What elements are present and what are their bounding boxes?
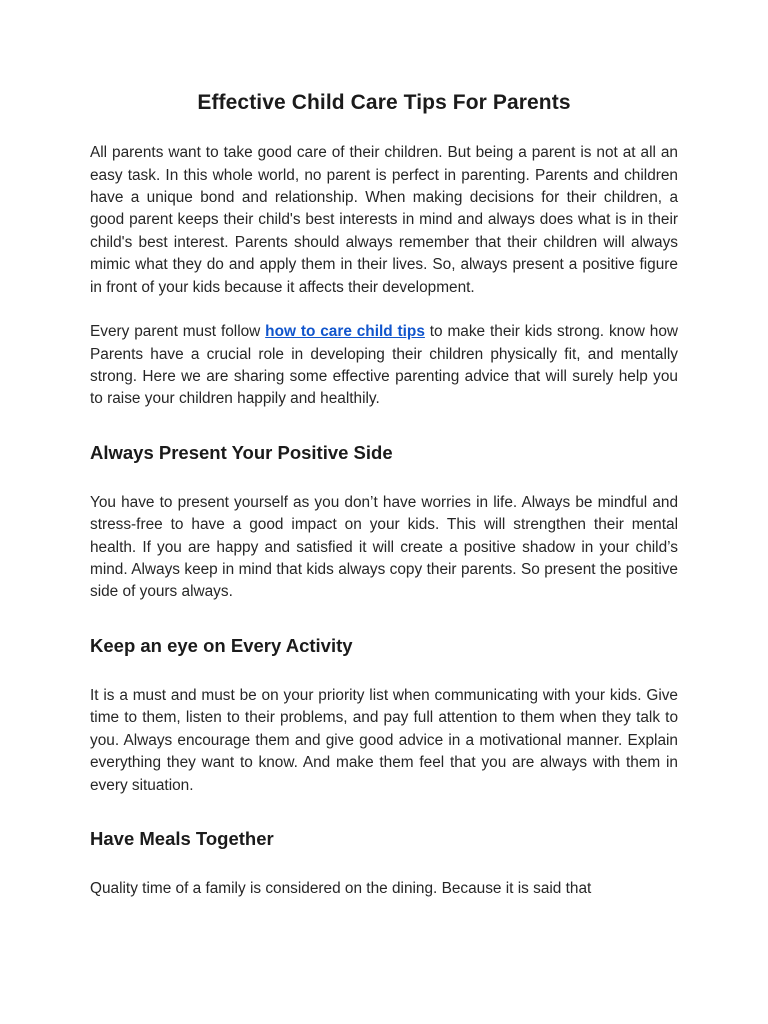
intro-paragraph-2 xyxy=(90,321,678,411)
section-body-meals-together: Quality time of a family is considered on the dining. Because it is said that xyxy=(90,880,592,898)
document-content xyxy=(90,90,678,901)
section-heading-meals-together: Have Meals Together xyxy=(90,828,274,850)
intro-paragraph-1: All parents want to take good care of their children. But being a parent is not at all an easy task. In this whole world, no parent is perfect in parenting. Parents and children have a unique bond and relationship. When making decisions for their children, a good parent keeps their child's best interests in mind and always does what is in their child's best interest. Parents should always remember that their children will always mimic what they do and apply them in their lives. So, always present a positive figure in front of your kids because it affects their development. xyxy=(90,144,678,296)
section-body-positive-side: You have to present yourself as you don’t have worries in life. Always be mindful and stress-free to have a good impact on your kids. This will strengthen their mental health. If you are happy and satisfied it will create a positive shadow in your child’s mind. Always keep in mind that kids always copy their parents. So present the positive side of yours always. xyxy=(90,493,678,601)
section-heading-positive-side: Always Present Your Positive Side xyxy=(90,441,393,463)
intro-paragraph-2-rest: to make their kids strong. know how Parents have a crucial role in developing their children physically fit, and mentally strong. Here we are sharing some effective parenting advice that will surely help you to raise your children happily and healthily. xyxy=(90,323,678,408)
section-heading-every-activity: Keep an eye on Every Activity xyxy=(90,634,353,656)
section-body-every-activity: It is a must and must be on your priority list when communicating with your kids. Give time to them, listen to their problems, and pay full attention to them when they talk to you. Always encourage them and give good advice in a motivational manner. Explain everything they want to know. And make them feel that you are always with them in every situation. xyxy=(90,687,678,794)
intro-paragraph-2-lead: Every parent must follow xyxy=(90,323,266,341)
care-tips-link[interactable]: how to care child tips xyxy=(265,323,425,341)
document-title: Effective Child Care Tips For Parents xyxy=(197,91,571,114)
